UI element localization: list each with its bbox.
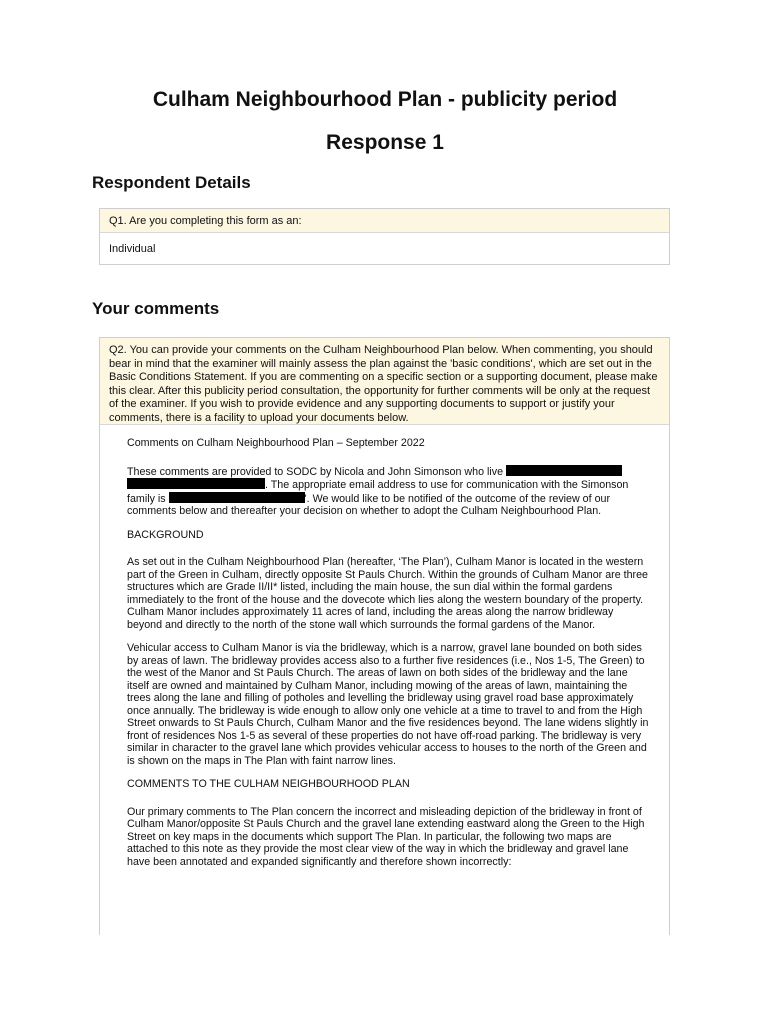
your-comments-heading: Your comments [92, 299, 220, 318]
background-heading: BACKGROUND [127, 528, 204, 541]
redaction-block [127, 478, 265, 489]
intro-text-a: These comments are provided to SODC by Nicola and John Simonson who live [127, 465, 504, 478]
respondent-details-heading: Respondent Details [92, 173, 251, 192]
redaction-block [506, 465, 622, 476]
q2-box [99, 337, 670, 935]
comment-heading-line: Comments on Culham Neighbourhood Plan – September 2022 [127, 437, 425, 449]
intro-paragraph [127, 465, 651, 518]
intro-text-b: . The appropriate email address to use for communication with the Simonson family is [127, 479, 629, 505]
document-title: Culham Neighbourhood Plan - publicity period [152, 88, 618, 111]
comments-paragraph-1: Our primary comments to The Plan concern the incorrect and misleading depiction of the bridleway in front of Culham Manor/opposite St Pauls Church and the gravel lane extending eastward along the Green to the High Street on key maps in the documents which support The Plan. In particular, the following two maps are attached to this note as they provide the most clear view of the way in which the bridleway and gravel lane have been annotated and expanded significantly and therefore shown incorrectly: [127, 805, 645, 868]
comment-body [100, 425, 669, 868]
background-paragraph-1: As set out in the Culham Neighbourhood Plan (hereafter, ‘The Plan’), Culham Manor is located in the western part of the Green in Culham, directly opposite St Pauls Church. Within the grounds of Culham Manor are three structures which are Grade II/II* listed, including the main house, the sun dial within the formal gardens immediately to the front of the house and the dovecote which lies along the western boundary of the property. Culham Manor includes approximately 11 acres of land, including the areas along the narrow bridleway beyond and directly to the north of the stone wall which surrounds the formal gardens of the Manor. [127, 556, 648, 631]
q1-answer: Individual [109, 243, 156, 255]
q2-question: Q2. You can provide your comments on the Culham Neighbourhood Plan below. When commenting, you should bear in mind that the examiner will mainly assess the plan against the 'basic conditions', which are set out in the Basic Conditions Statement. If you are commenting on a specific section or a supporting document, please make this clear. After this publicity period consultation, the opportunity for further comments will be only at the request of the examiner. If you wish to provide evidence and any supporting documents to support or justify your comments, there is a facility to upload your documents below. [100, 338, 669, 425]
comments-section-heading: COMMENTS TO THE CULHAM NEIGHBOURHOOD PLAN [127, 778, 410, 790]
response-number: Response 1 [326, 131, 444, 154]
q1-box [99, 208, 670, 265]
redaction-block [169, 492, 305, 503]
q1-question: Q1. Are you completing this form as an: [100, 209, 669, 233]
intro-text-c: '. We would like to be notified of the outcome of the review of our comments below and thereafter your decision on whether to adopt the Culham Neighbourhood Plan. [127, 492, 611, 517]
background-paragraph-2: Vehicular access to Culham Manor is via the bridleway, which is a narrow, gravel lane bounded on both sides by areas of lawn. The bridleway provides access also to a further five residences (i.e., Nos 1-5, The Green) to the west of the Manor and St Pauls Church. The areas of lawn on both sides of the bridleway and the lane itself are owned and maintained by Culham Manor, including mowing of the areas of lawn, maintaining the trees along the lane and filling of potholes and levelling the bridleway using gravel road base approximately once annually. The bridleway is wide enough to allow only one vehicle at a time to travel to and from the High Street onwards to St Pauls Church, Culham Manor and the five residences beyond. The lane widens slightly in front of residences Nos 1-5 as several of these properties do not have off-road parking. The bridleway is very similar in character to the gravel lane which provides vehicular access to houses to the north of the Green and is shown on the maps in The Plan with faint narrow lines. [127, 642, 649, 767]
